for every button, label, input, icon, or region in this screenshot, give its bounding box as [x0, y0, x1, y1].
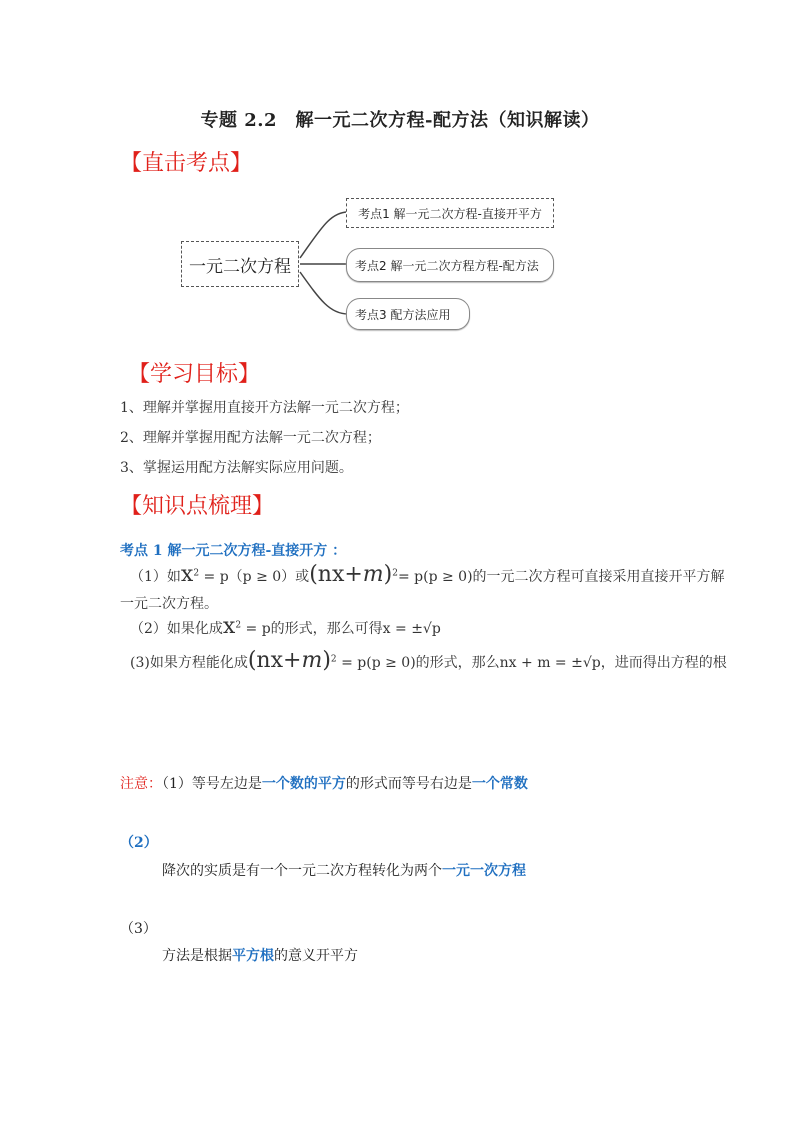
kp-heading: 考点 1 解一元二次方程-直接开方 ： — [120, 543, 347, 559]
mindmap-node-2: 考点2 解一元二次方程方程-配方法 — [346, 248, 554, 282]
note-highlight: 一个常数 — [471, 776, 528, 792]
note-number-3: （3） — [120, 921, 157, 937]
goal-item: 3、掌握运用配方法解实际应用问题。 — [120, 460, 353, 476]
section-heading-kaodian: 【直击考点】 — [120, 151, 253, 176]
math-exp: 2 — [193, 568, 200, 579]
math-exp: 2 — [392, 568, 398, 579]
note-line-2 — [162, 860, 526, 880]
math-exp: 2 — [330, 654, 337, 665]
kp-text: (3)如果方程能化成 — [130, 655, 248, 671]
mindmap-node-1: 考点1 解一元二次方程-直接开平方 — [346, 198, 554, 228]
math-x: x — [222, 614, 236, 639]
mindmap-root: 一元二次方程 — [181, 241, 299, 287]
kp-text: = p的形式，那么可得x = ±√p — [245, 621, 441, 637]
kp-line-3 — [130, 648, 727, 673]
note-line-1 — [120, 773, 528, 793]
goal-item: 2、理解并掌握用配方法解一元二次方程； — [120, 430, 381, 446]
note-text: （1）等号左边是 — [162, 776, 262, 792]
note-highlight: 一个数的平方 — [261, 776, 346, 792]
note-text: 降次的实质是有一个一元二次方程转化为两个 — [162, 863, 442, 879]
section-heading-knowledge: 【知识点梳理】 — [120, 494, 275, 519]
note-highlight: 一元一次方程 — [442, 863, 526, 879]
note-text: 的意义开平方 — [274, 948, 358, 964]
math-paren-expr: (nx+m) — [309, 562, 393, 587]
kp-text: = p（p ≥ 0）或 — [203, 569, 310, 585]
note-text: 方法是根据 — [162, 948, 232, 964]
math-paren-expr: (nx+m) — [247, 648, 331, 673]
kp-line-1-cont: 一元二次方程。 — [120, 596, 218, 612]
page-title: 专题 2.2 解一元二次方程-配方法（知识解读） — [200, 110, 600, 131]
section-heading-goals: 【学习目标】 — [128, 362, 261, 387]
note-number-2: （2） — [120, 835, 158, 851]
note-label: 注意： — [120, 776, 162, 792]
note-line-3 — [162, 945, 358, 965]
kp-line-2 — [130, 614, 441, 639]
kp-text: （2）如果化成 — [130, 621, 223, 637]
kp-text: （1）如 — [130, 569, 181, 585]
note-text: 的形式而等号右边是 — [345, 776, 472, 792]
mindmap-node-3: 考点3 配方法应用 — [346, 298, 470, 330]
kp-text: = p(p ≥ 0)的形式，那么nx + m = ±√p，进而得出方程的根 — [341, 655, 727, 671]
math-exp: 2 — [235, 620, 242, 631]
kp-text: = p(p ≥ 0)的一元二次方程可直接采用直接开平方解 — [397, 569, 725, 585]
kp-line-1 — [130, 562, 725, 587]
math-x: x — [180, 562, 194, 587]
goal-item: 1、理解并掌握用直接开方法解一元二次方程； — [120, 400, 409, 416]
note-highlight: 平方根 — [232, 948, 274, 964]
